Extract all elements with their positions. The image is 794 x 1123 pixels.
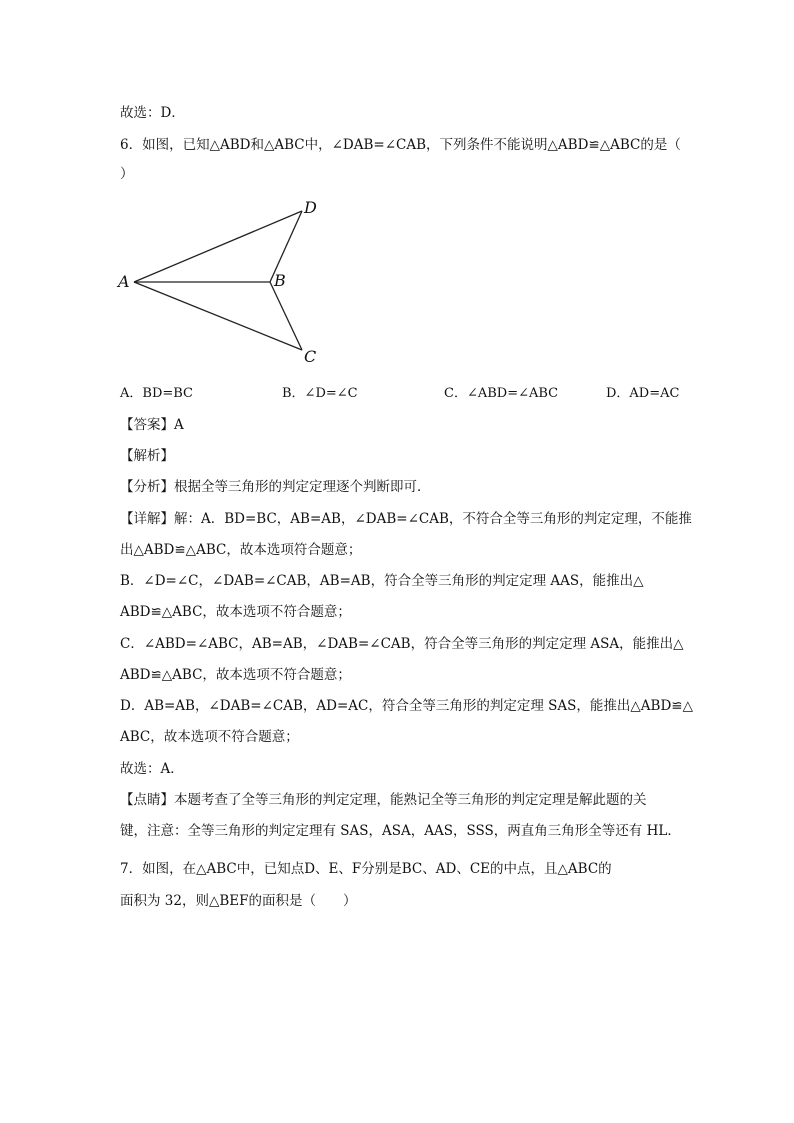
conclusion: 故选：A．: [120, 761, 184, 777]
option-c: C．∠ABD=∠ABC: [444, 386, 559, 401]
detail-b-line2: ABD≌△ABC，故本选项不符合题意；: [120, 604, 351, 620]
analysis-heading: 【解析】: [120, 448, 174, 464]
answer: 【答案】A: [120, 417, 184, 433]
question-6-stem-end: ）: [120, 166, 134, 182]
detail-a-line1: 【详解】解：A．BD=BC，AB=AB，∠DAB=∠CAB，不符合全等三角形的判定定理，不能推: [120, 511, 692, 527]
detail-c-line2: ABD≌△ABC，故本选项不符合题意；: [120, 667, 351, 683]
analysis-summary: 【分析】根据全等三角形的判定定理逐个判断即可．: [120, 479, 431, 495]
option-a: A．BD=BC: [120, 386, 193, 401]
detail-b-line1: B．∠D=∠C，∠DAB=∠CAB，AB=AB，符合全等三角形的判定定理 AAS，能推出△: [120, 573, 644, 589]
remark-line1: 【点睛】本题考查了全等三角形的判定定理，能熟记全等三角形的判定定理是解此题的关: [120, 792, 647, 808]
label-b: B: [274, 271, 286, 290]
question-7-stem-end: 面积为 32，则△BEF的面积是（ ）: [120, 893, 357, 909]
label-d: D: [304, 198, 317, 217]
segment-bc: [270, 282, 302, 350]
detail-d-line1: D．AB=AB，∠DAB=∠CAB，AD=AC，符合全等三角形的判定定理 SAS，能推出△ABD≌△: [120, 698, 693, 714]
label-a: A: [118, 272, 130, 291]
question-6-stem: 6．如图，已知△ABD和△ABC中，∠DAB=∠CAB，下列条件不能说明△ABD≌△ABC的是（: [120, 137, 681, 153]
option-b: B．∠D=∠C: [282, 386, 358, 401]
detail-d-line2: ABC，故本选项不符合题意；: [120, 729, 299, 745]
segment-ac: [134, 282, 302, 350]
triangle-figure: [110, 195, 330, 375]
previous-conclusion: 故选：D．: [120, 105, 185, 121]
option-d: D．AD=AC: [606, 386, 680, 401]
remark-line2: 键，注意：全等三角形的判定定理有 SAS，ASA，AAS，SSS，两直角三角形全等还有 HL．: [120, 823, 681, 839]
detail-c-line1: C．∠ABD=∠ABC，AB=AB，∠DAB=∠CAB，符合全等三角形的判定定理 ASA，能推出△: [120, 636, 684, 652]
question-7-stem: 7．如图，在△ABC中，已知点D、E、F分别是BC、AD、CE的中点，且△ABC的: [120, 861, 612, 877]
label-c: C: [304, 347, 317, 366]
detail-a-line2: 出△ABD≌△ABC，故本选项符合题意；: [120, 542, 362, 558]
